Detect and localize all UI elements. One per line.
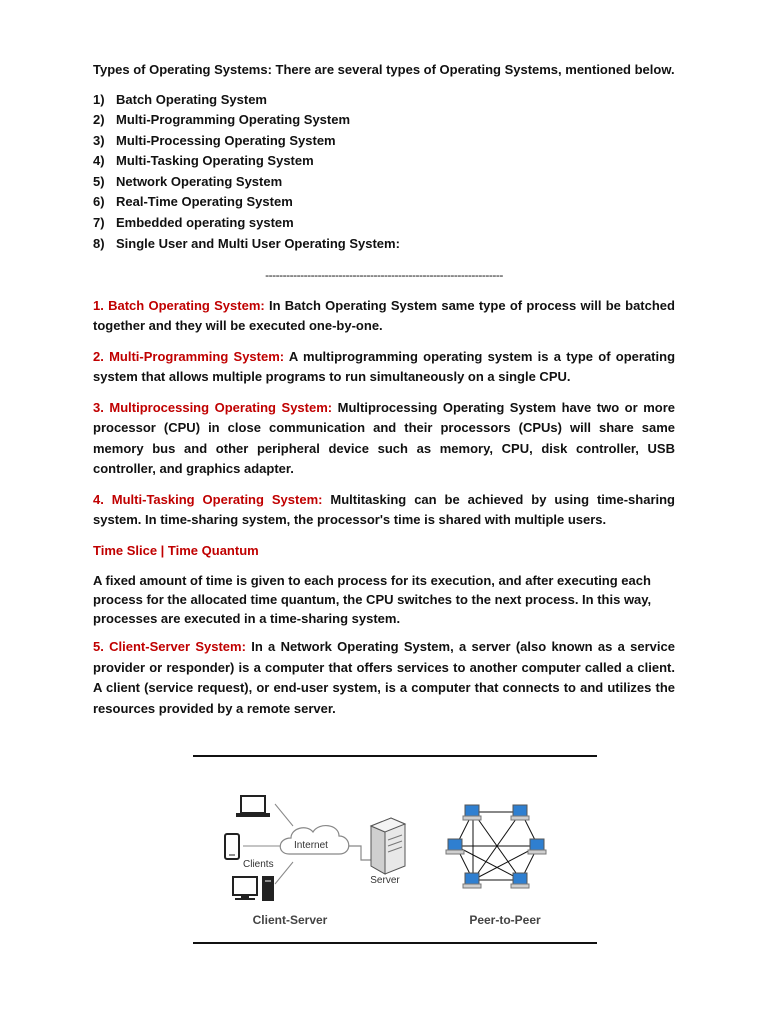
section-client-server bbox=[93, 637, 675, 719]
client-server-caption: Client-Server bbox=[252, 913, 328, 927]
peer-node-icon bbox=[463, 805, 481, 820]
time-slice-paragraph: A fixed amount of time is given to each process for its execution, and after executing each process for the allocated time quantum, the CPU switches to the next process. In this way, processes are executed in a time-sharing system. bbox=[93, 573, 652, 627]
list-item: 6) Real-Time Operating System bbox=[93, 194, 293, 210]
peer-node-icon bbox=[511, 873, 529, 888]
peer-node-icon bbox=[446, 839, 464, 854]
time-slice-heading: Time Slice | Time Quantum bbox=[93, 542, 259, 558]
peer-node-icon bbox=[528, 839, 546, 854]
list-item: 2) Multi-Programming Operating System bbox=[93, 112, 351, 128]
section-heading: 5. Client-Server System: bbox=[93, 639, 246, 655]
peer-node-icon bbox=[511, 805, 529, 820]
section-heading: 1. Batch Operating System: bbox=[93, 297, 265, 313]
phone-icon bbox=[225, 834, 239, 859]
server-icon bbox=[371, 818, 405, 874]
section-body: In Batch Operating System same type of process will be batched together and they will be executed one-by-one. bbox=[93, 297, 675, 334]
list-item: 4) Multi-Tasking Operating System bbox=[93, 153, 314, 169]
network-figure bbox=[193, 754, 597, 946]
p2p-links bbox=[456, 812, 538, 880]
section-body: Multiprocessing Operating System have two or more processor (CPU) in close communication and their processors (CPUs) will share same memory bus and other peripheral device such as memory, CPU, disk controller, USB controller, and graphics adapter. bbox=[93, 399, 676, 477]
section-body: In a Network Operating System, a server (also known as a service provider or responder) is a computer that offers services to another computer called a client. A client (service request), or end-user system, is a computer that connects to and utilizes the resources provided by a remote server. bbox=[93, 639, 675, 716]
section-body: Multitasking can be achieved by using time-sharing system. In time-sharing system, the processor's time is shared with multiple users. bbox=[93, 491, 675, 528]
os-types-list bbox=[93, 90, 675, 255]
intro-paragraph: Types of Operating Systems: There are several types of Operating Systems, mentioned below. bbox=[93, 62, 675, 77]
laptop-icon bbox=[236, 796, 270, 817]
server-label: Server bbox=[370, 875, 400, 886]
section-multitasking bbox=[93, 490, 675, 531]
p2p-caption: Peer-to-Peer bbox=[469, 913, 541, 927]
list-item: 1) Batch Operating System bbox=[93, 91, 267, 107]
section-heading: 3. Multiprocessing Operating System: bbox=[93, 399, 333, 415]
section-batch bbox=[93, 296, 675, 337]
section-heading: 4. Multi-Tasking Operating System: bbox=[93, 491, 323, 507]
peer-node-icon bbox=[463, 873, 481, 888]
figure-bottom-rule bbox=[193, 942, 597, 944]
list-item: 3) Multi-Processing Operating System bbox=[93, 132, 336, 148]
list-item: 8) Single User and Multi User Operating System: bbox=[93, 235, 400, 251]
section-body: A multiprogramming operating system is a type of operating system that allows multiple programs to run simultaneously on a single CPU. bbox=[93, 348, 676, 385]
internet-label: Internet bbox=[294, 840, 328, 851]
section-multiprocessing bbox=[93, 398, 675, 480]
section-multiprogramming bbox=[93, 347, 675, 388]
list-item: 5) Network Operating System bbox=[93, 173, 283, 189]
document-page bbox=[93, 60, 675, 729]
list-item: 7) Embedded operating system bbox=[93, 215, 294, 231]
network-diagram bbox=[193, 754, 597, 946]
figure-top-rule bbox=[193, 755, 597, 757]
section-heading: 2. Multi-Programming System: bbox=[93, 348, 285, 364]
dashed-separator: -------------------------------------------------------------------- bbox=[265, 268, 503, 283]
desktop-icon bbox=[233, 876, 274, 901]
clients-label: Clients bbox=[243, 859, 274, 870]
